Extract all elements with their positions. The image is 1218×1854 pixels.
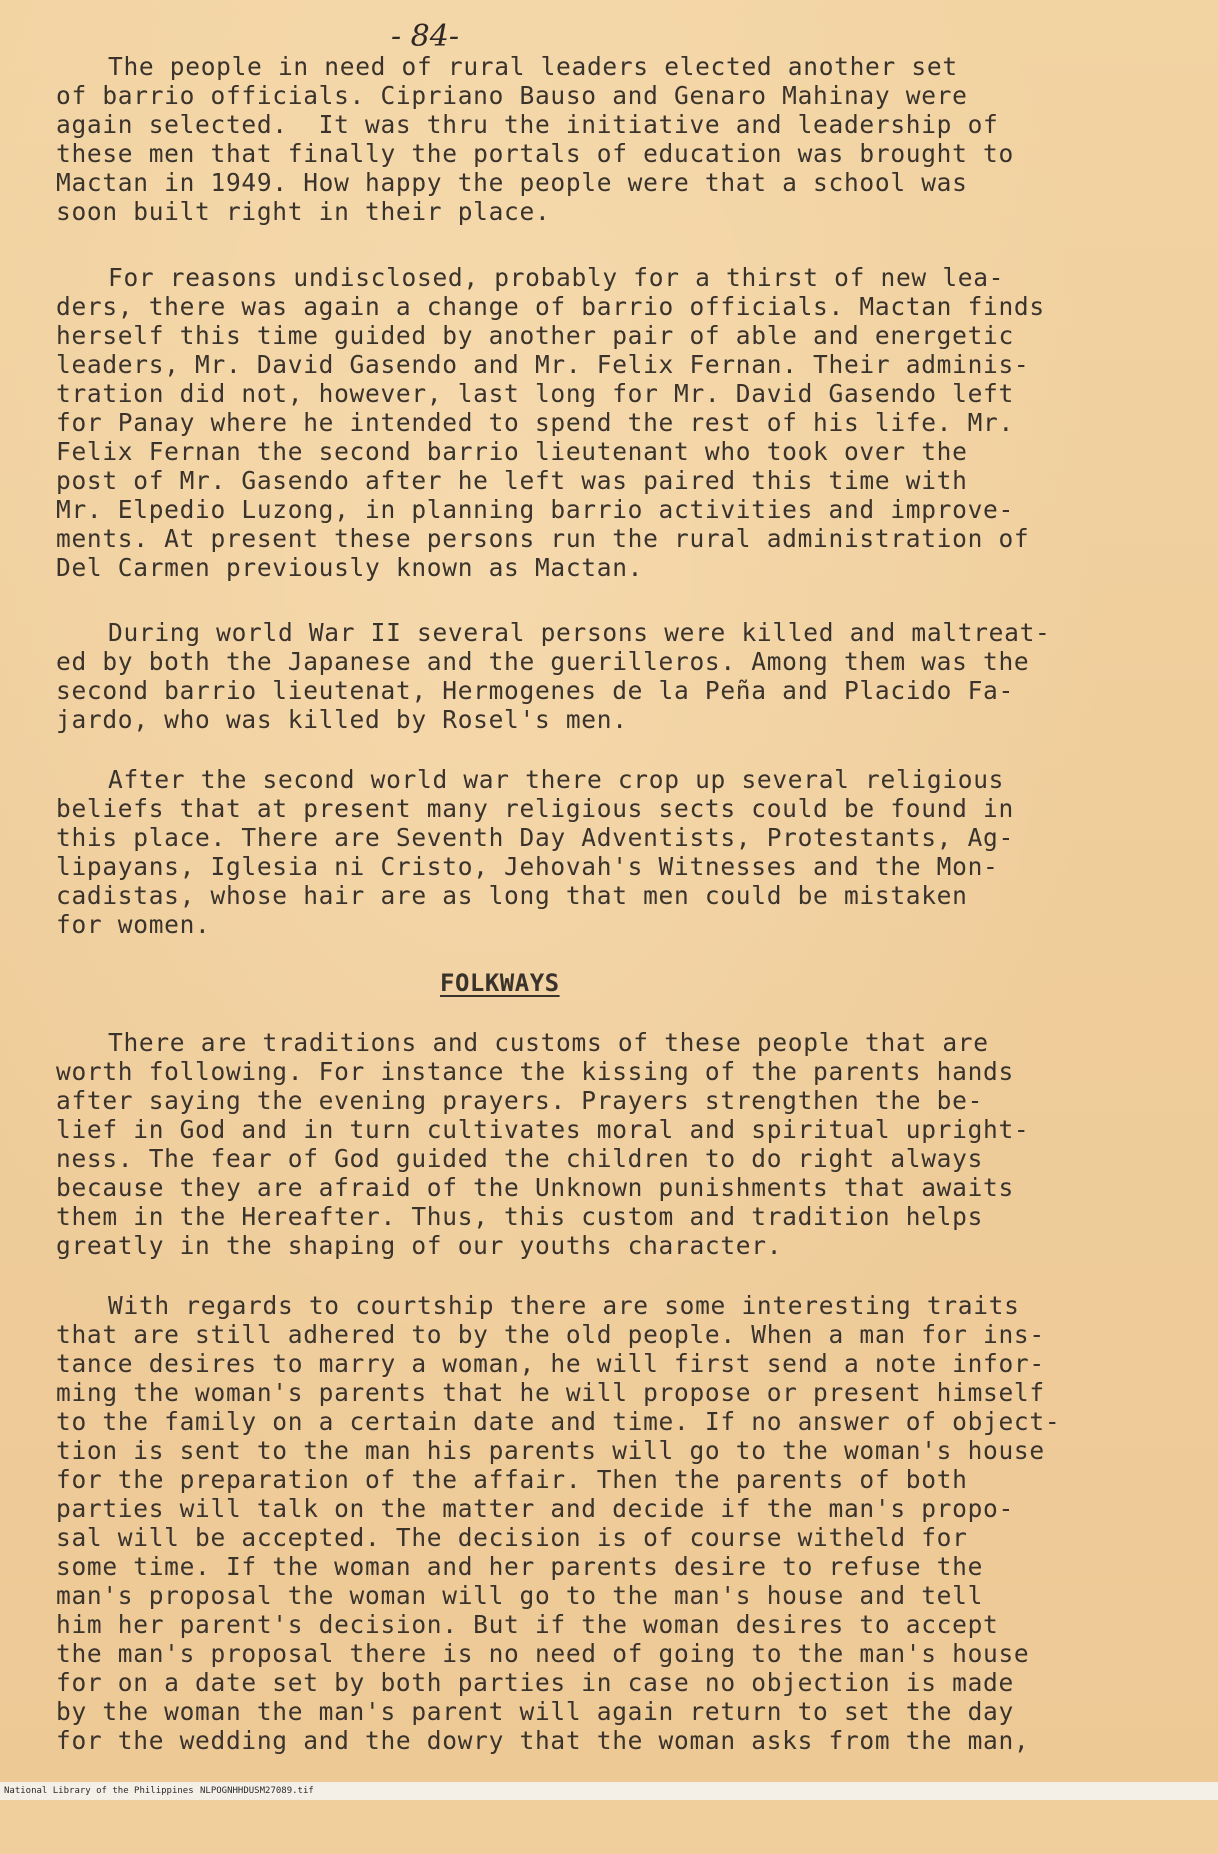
section-heading: FOLKWAYS [440,969,560,997]
text-line: There are traditions and customs of these people that are [108,1028,989,1057]
text-line: sal will be accepted. The decision is of course witheld for [56,1523,968,1552]
text-line: these men that finally the portals of education was brought to [56,139,1014,168]
text-line: The people in need of rural leaders elected another set [108,52,958,81]
footer-library: National Library of the Philippines [4,1786,194,1796]
text-line: With regards to courtship there are some interesting traits [108,1291,1020,1320]
text-line: them in the Hereafter. Thus, this custom and tradition helps [56,1202,984,1231]
text-line: Mactan in 1949. How happy the people were that a school was [56,168,968,197]
text-line: some time. If the woman and her parents desire to refuse the [56,1552,984,1581]
page-number: - 84- [391,19,459,54]
text-line: During world War II several persons were killed and maltreat- [108,618,1051,647]
text-line: ments. At present these persons run the rural administration of [56,524,1030,553]
text-line: second barrio lieutenat, Hermogenes de la Peña and Placido Fa- [56,676,1014,705]
text-line: for Panay where he intended to spend the rest of his life. Mr. [56,408,1014,437]
text-line: leaders, Mr. David Gasendo and Mr. Felix Fernan. Their adminis- [56,350,1030,379]
text-line: jardo, who was killed by Rosel's men. [56,705,628,734]
text-line: After the second world war there crop up several religious [108,765,1005,794]
text-line: tration did not, however, last long for Mr. David Gasendo left [56,379,1014,408]
text-line: Del Carmen previously known as Mactan. [56,553,644,582]
text-line: Mr. Elpedio Luzong, in planning barrio activities and improve- [56,495,1014,524]
text-line: to the family on a certain date and time. If no answer of object- [56,1407,1061,1436]
text-line: after saying the evening prayers. Prayers strengthen the be- [56,1086,984,1115]
text-line: man's proposal the woman will go to the man's house and tell [56,1581,984,1610]
text-line: parties will talk on the matter and decide if the man's propo- [56,1494,1014,1523]
text-line: of barrio officials. Cipriano Bauso and Genaro Mahinay were [56,81,968,110]
text-line: by the woman the man's parent will again return to set the day [56,1697,1014,1726]
text-line: lief in God and in turn cultivates moral and spiritual upright- [56,1115,1030,1144]
text-line: For reasons undisclosed, probably for a thirst of new lea- [108,263,1005,292]
text-line: him her parent's decision. But if the woman desires to accept [56,1610,999,1639]
text-line: post of Mr. Gasendo after he left was paired this time with [56,466,968,495]
text-line: for the preparation of the affair. Then the parents of both [56,1465,968,1494]
text-line: tance desires to marry a woman, he will first send a note infor- [56,1349,1045,1378]
text-line: worth following. For instance the kissing of the parents hands [56,1057,1014,1086]
text-line: for the wedding and the dowry that the woman asks from the man, [56,1726,1030,1755]
text-line: ming the woman's parents that he will propose or present himself [56,1378,1045,1407]
text-line: greatly in the shaping of our youths character. [56,1231,783,1260]
text-line: ders, there was again a change of barrio officials. Mactan finds [56,292,1045,321]
text-line: lipayans, Iglesia ni Cristo, Jehovah's Witnesses and the Mon- [56,852,999,881]
text-line: that are still adhered to by the old people. When a man for ins- [56,1320,1045,1349]
text-line: soon built right in their place. [56,197,551,226]
text-line: ed by both the Japanese and the guerilleros. Among them was the [56,647,1030,676]
text-line: the man's proposal there is no need of going to the man's house [56,1639,1030,1668]
text-line: because they are afraid of the Unknown punishments that awaits [56,1173,1014,1202]
scan-footer [0,1782,1218,1800]
text-line: herself this time guided by another pair of able and energetic [56,321,1014,350]
text-line: beliefs that at present many religious sects could be found in [56,794,1014,823]
text-line: for on a date set by both parties in case no objection is made [56,1668,1014,1697]
text-line: cadistas, whose hair are as long that men could be mistaken [56,881,968,910]
text-line: tion is sent to the man his parents will go to the woman's house [56,1436,1045,1465]
text-line: Felix Fernan the second barrio lieutenant who took over the [56,437,968,466]
text-line: this place. There are Seventh Day Adventists, Protestants, Ag- [56,823,1014,852]
text-line: ness. The fear of God guided the children to do right always [56,1144,984,1173]
footer-filename: NLPOGNHHDUSM27089.tif [200,1786,314,1796]
text-line: again selected. It was thru the initiative and leadership of [56,110,999,139]
text-line: for women. [56,910,211,939]
